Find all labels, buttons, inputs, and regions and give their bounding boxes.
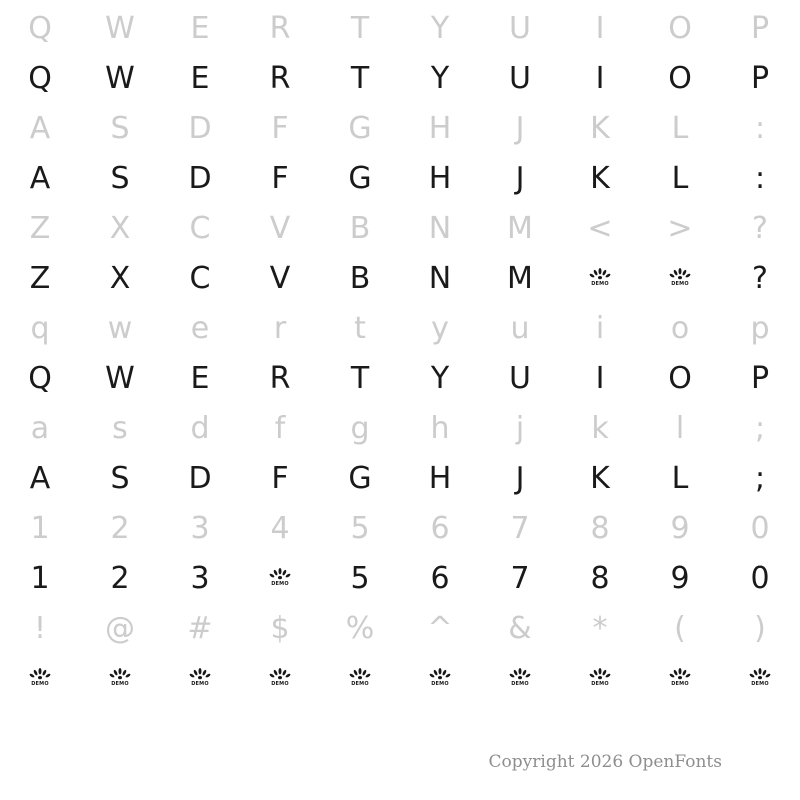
glyph-cell: O <box>668 361 692 396</box>
demo-stamp-icon: DEMO <box>640 664 720 694</box>
demo-stamp-icon: DEMO <box>0 664 80 694</box>
glyph-row <box>0 154 800 204</box>
glyph-cell: Z <box>29 211 51 246</box>
demo-stamp-icon: DEMO <box>80 664 160 694</box>
glyph-cell: l <box>675 411 685 446</box>
glyph-row <box>0 404 800 454</box>
glyph-cell: D <box>188 461 212 496</box>
glyph-cell: O <box>668 61 692 96</box>
glyph-cell: S <box>110 111 130 146</box>
glyph-row <box>0 654 800 704</box>
glyph-cell: N <box>428 261 452 296</box>
glyph-cell: y <box>431 311 449 346</box>
glyph-cell: G <box>348 461 372 496</box>
glyph-cell: d <box>190 411 210 446</box>
glyph-cell: a <box>30 411 50 446</box>
glyph-cell: O <box>668 11 692 46</box>
glyph-cell: H <box>428 461 452 496</box>
glyph-cell: 2 <box>110 561 130 596</box>
glyph-cell: g <box>350 411 370 446</box>
glyph-cell: Q <box>28 361 52 396</box>
glyph-cell: T <box>350 361 370 396</box>
glyph-cell: p <box>750 311 770 346</box>
glyph-cell: R <box>269 61 291 96</box>
glyph-cell: < <box>587 211 613 246</box>
glyph-cell: 9 <box>670 511 690 546</box>
glyph-row <box>0 4 800 54</box>
glyph-cell: B <box>349 261 371 296</box>
glyph-cell: 7 <box>510 511 530 546</box>
glyph-cell: k <box>591 411 609 446</box>
glyph-cell: L <box>671 111 689 146</box>
glyph-cell: Q <box>28 61 52 96</box>
glyph-cell: Y <box>430 361 450 396</box>
glyph-cell: E <box>190 361 210 396</box>
demo-stamp-icon: DEMO <box>160 664 240 694</box>
glyph-cell: 1 <box>30 511 50 546</box>
glyph-cell: W <box>105 11 135 46</box>
glyph-cell: V <box>269 261 291 296</box>
glyph-cell: : <box>754 111 766 146</box>
glyph-cell: 8 <box>590 561 610 596</box>
glyph-cell: 8 <box>590 511 610 546</box>
demo-stamp-icon: DEMO <box>480 664 560 694</box>
demo-stamp-icon: DEMO <box>240 664 320 694</box>
glyph-cell: A <box>29 111 51 146</box>
glyph-cell: # <box>187 611 213 646</box>
glyph-cell: : <box>754 161 766 196</box>
glyph-cell: 0 <box>750 561 770 596</box>
glyph-cell: ( <box>674 611 686 646</box>
glyph-cell: ; <box>754 461 766 496</box>
glyph-cell: A <box>29 461 51 496</box>
glyph-cell: * <box>592 611 608 646</box>
glyph-cell: K <box>590 111 610 146</box>
glyph-cell: r <box>273 311 287 346</box>
glyph-cell: P <box>750 361 770 396</box>
glyph-cell: 1 <box>30 561 50 596</box>
glyph-cell: > <box>667 211 693 246</box>
glyph-cell: 0 <box>750 511 770 546</box>
glyph-row <box>0 354 800 404</box>
glyph-cell: h <box>430 411 450 446</box>
glyph-cell: q <box>30 311 50 346</box>
glyph-cell: 9 <box>670 561 690 596</box>
glyph-cell: B <box>349 211 371 246</box>
glyph-cell: W <box>105 61 135 96</box>
glyph-cell: 6 <box>430 561 450 596</box>
glyph-cell: Q <box>28 11 52 46</box>
glyph-row <box>0 204 800 254</box>
glyph-cell: D <box>188 111 212 146</box>
glyph-cell: X <box>109 211 131 246</box>
glyph-cell: Y <box>430 11 450 46</box>
glyph-cell: F <box>271 161 289 196</box>
glyph-cell: o <box>670 311 690 346</box>
glyph-cell: C <box>189 211 211 246</box>
glyph-cell: E <box>190 61 210 96</box>
glyph-cell: U <box>509 11 531 46</box>
glyph-cell: G <box>348 111 372 146</box>
glyph-cell: D <box>188 161 212 196</box>
glyph-cell: 4 <box>270 511 290 546</box>
glyph-cell: 6 <box>430 511 450 546</box>
demo-stamp-icon: DEMO <box>320 664 400 694</box>
glyph-cell: H <box>428 111 452 146</box>
glyph-cell: K <box>590 461 610 496</box>
glyph-cell: 3 <box>190 561 210 596</box>
glyph-row <box>0 604 800 654</box>
glyph-cell: ^ <box>427 611 453 646</box>
glyph-cell: i <box>595 311 605 346</box>
glyph-cell: & <box>508 611 532 646</box>
glyph-cell: P <box>750 11 770 46</box>
glyph-cell: K <box>590 161 610 196</box>
glyph-cell: L <box>671 461 689 496</box>
glyph-cell: t <box>354 311 366 346</box>
glyph-cell: I <box>595 361 605 396</box>
glyph-cell: S <box>110 461 130 496</box>
demo-stamp-icon: DEMO <box>640 264 720 294</box>
glyph-cell: H <box>428 161 452 196</box>
glyph-cell: V <box>269 211 291 246</box>
glyph-cell: 2 <box>110 511 130 546</box>
glyph-cell: N <box>428 211 452 246</box>
glyph-cell: u <box>510 311 530 346</box>
glyph-cell: j <box>515 411 525 446</box>
glyph-cell: 5 <box>350 511 370 546</box>
glyph-cell: 3 <box>190 511 210 546</box>
glyph-row <box>0 254 800 304</box>
glyph-cell: F <box>271 461 289 496</box>
glyph-cell: ? <box>752 261 768 296</box>
glyph-cell: X <box>109 261 131 296</box>
glyph-cell: F <box>271 111 289 146</box>
glyph-cell: R <box>269 11 291 46</box>
glyph-cell: W <box>105 361 135 396</box>
glyph-row <box>0 54 800 104</box>
glyph-cell: e <box>190 311 210 346</box>
glyph-cell: @ <box>105 611 135 646</box>
glyph-cell: G <box>348 161 372 196</box>
glyph-cell: M <box>507 261 533 296</box>
glyph-cell: P <box>750 61 770 96</box>
demo-stamp-icon: DEMO <box>560 664 640 694</box>
glyph-cell: U <box>509 361 531 396</box>
glyph-cell: M <box>507 211 533 246</box>
glyph-cell: I <box>595 11 605 46</box>
glyph-cell: s <box>112 411 128 446</box>
glyph-cell: L <box>671 161 689 196</box>
glyph-cell: ? <box>752 211 768 246</box>
glyph-row <box>0 554 800 604</box>
glyph-cell: ! <box>33 611 47 646</box>
copyright-notice: Copyright 2026 OpenFonts <box>488 752 722 772</box>
glyph-cell: S <box>110 161 130 196</box>
glyph-cell: U <box>509 61 531 96</box>
glyph-cell: A <box>29 161 51 196</box>
glyph-cell: J <box>515 161 525 196</box>
glyph-cell: Z <box>29 261 51 296</box>
glyph-cell: ) <box>754 611 766 646</box>
glyph-cell: C <box>189 261 211 296</box>
glyph-cell: $ <box>270 611 290 646</box>
glyph-cell: Y <box>430 61 450 96</box>
glyph-cell: E <box>190 11 210 46</box>
demo-stamp-icon: DEMO <box>560 264 640 294</box>
glyph-cell: 5 <box>350 561 370 596</box>
glyph-row <box>0 304 800 354</box>
demo-stamp-icon: DEMO <box>720 664 800 694</box>
glyph-cell: J <box>515 111 525 146</box>
glyph-cell: f <box>274 411 286 446</box>
demo-stamp-icon: DEMO <box>240 564 320 594</box>
glyph-cell: T <box>350 11 370 46</box>
glyph-cell: w <box>107 311 133 346</box>
glyph-row <box>0 104 800 154</box>
glyph-row <box>0 504 800 554</box>
glyph-cell: % <box>345 611 375 646</box>
glyph-row <box>0 454 800 504</box>
glyph-cell: T <box>350 61 370 96</box>
demo-stamp-icon: DEMO <box>400 664 480 694</box>
glyph-cell: J <box>515 461 525 496</box>
glyph-cell: I <box>595 61 605 96</box>
glyph-cell: ; <box>754 411 766 446</box>
glyph-cell: R <box>269 361 291 396</box>
glyph-cell: 7 <box>510 561 530 596</box>
